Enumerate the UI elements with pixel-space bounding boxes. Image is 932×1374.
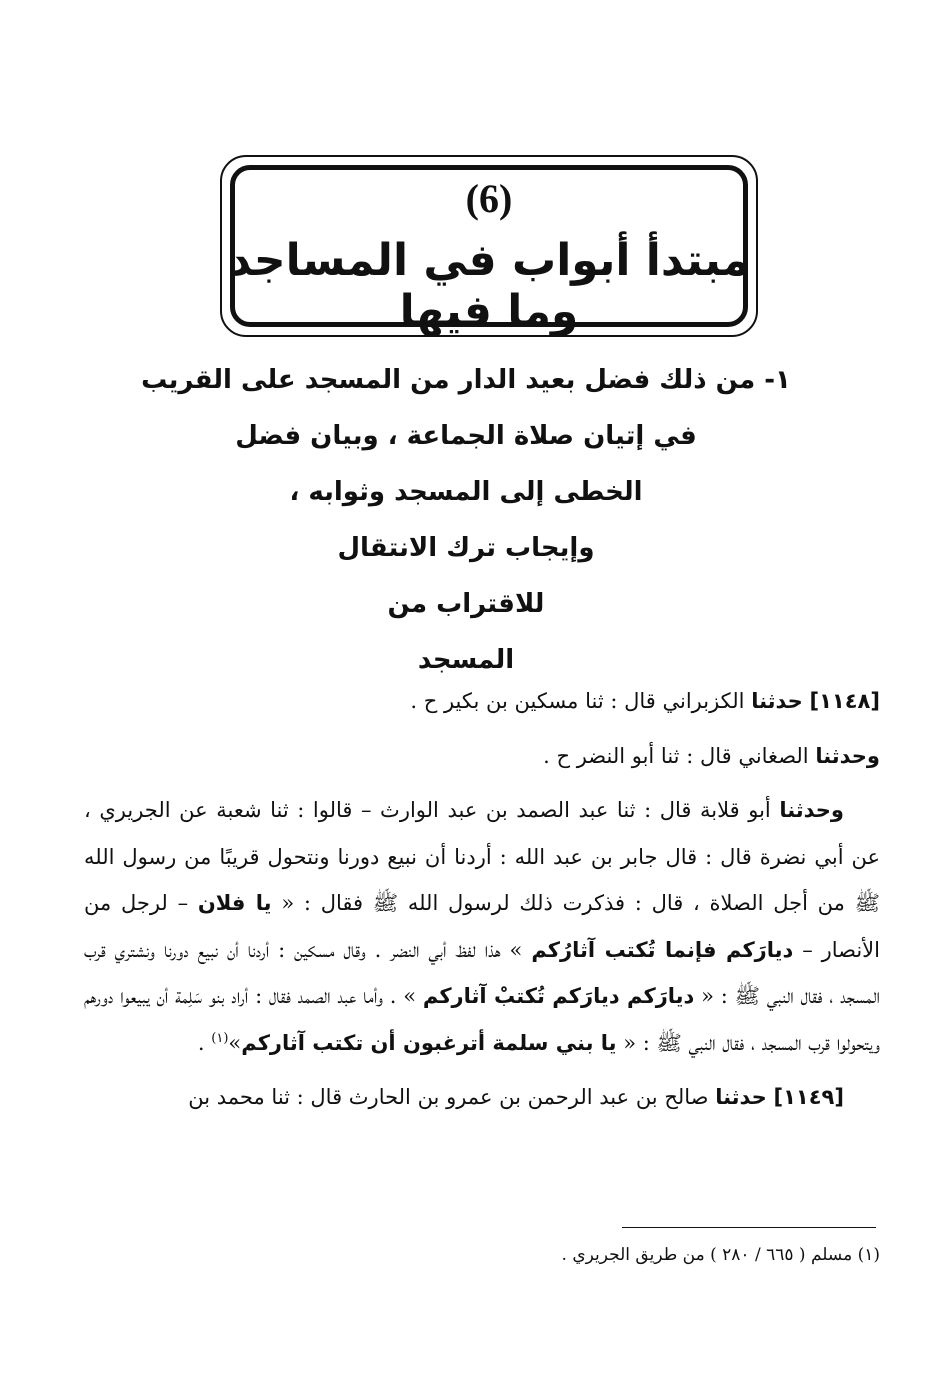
hadith-text: » هذا لفظ أبي النضر . وقال مسكين : أردنا أن نبيع دورنا ونشتري قرب المسجد ، فقال النبي ﷺ : « [84,937,880,1008]
footnote: (١) مسلم ( ٦٦٥ / ٢٨٠ ) من طريق الجريري . [561,1245,880,1265]
hadith-number: [١١٤٩] [773,1085,844,1109]
footnote-reference: (١) [211,1030,229,1046]
prophetic-quote: يا بني سلمة أترغبون أن تكتب آثاركم [241,1030,617,1055]
haddathana-word: وحدثنا [779,798,844,822]
hadith-1148-main [84,787,880,1066]
footnote-divider [622,1227,876,1228]
hadith-text: – لرجل من الأنصار – [84,891,880,962]
section-heading-line: للاقتراب من [387,589,545,619]
hadith-1148-line1 [84,678,880,725]
body-text [84,678,880,1129]
haddathana-word: حدثنا [751,689,803,713]
chapter-title: مبتدأ أبواب في المساجد وما فيها [228,235,750,337]
prophetic-quote: ديارَكم ديارَكم تُكتبْ آثاركم [422,984,695,1008]
section-heading [120,352,812,688]
hadith-1148-line2 [84,733,880,780]
section-heading-line: الخطى إلى المسجد وثوابه ، [289,477,643,507]
prophetic-quote: يا فلان [197,891,272,915]
chapter-title-frame [220,155,758,337]
prophetic-quote: ديارَكم فإنما تُكتب آثارُكم [531,937,794,962]
hadith-text: الصغاني قال : ثنا أبو النضر ح . [543,743,809,768]
hadith-1149-line1 [84,1074,880,1121]
hadith-number: [١١٤٨] [809,689,880,713]
hadith-text: الكزبراني قال : ثنا مسكين بن بكير ح . [410,689,745,713]
chapter-number: (6) [465,176,513,221]
hadith-text: أبو قلابة قال : ثنا عبد الصمد بن عبد الوارث – قالوا : ثنا شعبة عن الجريري ، عن أبي نضرة قال : قال جابر بن عبد الله : أردنا أن نبيع دورنا ونتحول قريبًا من رسول الله ﷺ من أجل الصلاة ، قال : فذكرت ذلك لرسول الله ﷺ فقال : « [84,798,880,915]
section-heading-line: المسجد [417,645,515,675]
section-heading-line: ١- من ذلك فضل بعيد الدار من المسجد على القريب [141,365,791,395]
haddathana-word: وحدثنا [815,743,880,768]
haddathana-word: حدثنا [715,1085,767,1109]
hadith-text: » [228,1030,242,1055]
hadith-text: » . وأما عبد الصمد فقال : أراد بنو سَلِمة أن يبيعوا دورهم ويتحولوا قرب المسجد ، فقال النبي ﷺ : « [84,984,880,1055]
section-heading-line: وإيجاب ترك الانتقال [337,533,595,563]
end-mark: . [197,1030,205,1055]
section-heading-line: في إتيان صلاة الجماعة ، وبيان فضل [235,421,697,451]
hadith-text: صالح بن عبد الرحمن بن عمرو بن الحارث قال : ثنا محمد بن [188,1085,709,1109]
